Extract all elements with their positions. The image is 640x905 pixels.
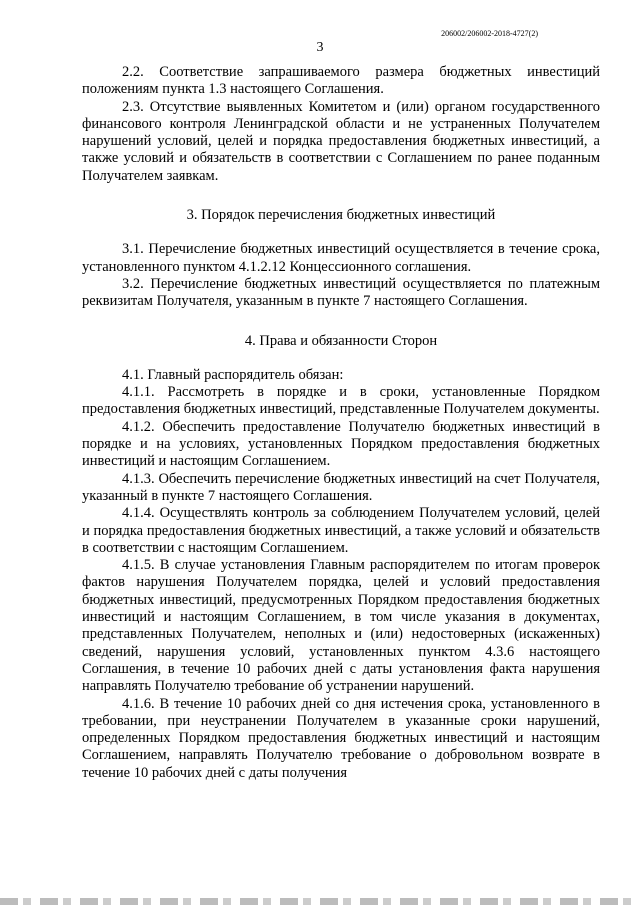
paragraph-2-3: 2.3. Отсутствие выявленных Комитетом и (или) органом государственного финансового контроля Ленинградской области и не устраненных Получателем нарушений условий, целей и порядка предоставления бюджетных инвестиций, а также условий и обязательств в соответствии с Соглашением по ранее поданным Получателем заявкам. [82, 98, 600, 184]
paragraph-4-1-1: 4.1.1. Рассмотреть в порядке и в сроки, установленные Порядком предоставления бюджетных инвестиций, представленные Получателем документы. [82, 384, 600, 418]
page-number: 3 [316, 40, 324, 55]
paragraph-4-1-6: 4.1.6. В течение 10 рабочих дней со дня истечения срока, установленного в требовании, при неустранении Получателем в указанные сроки нарушений, определенных Порядком предоставления бюджетных инвестиций и настоящим Соглашением, направлять Получателю требование о добровольном возврате в течение 10 рабочих дней с даты получения [82, 695, 600, 781]
paragraph-4-1-3: 4.1.3. Обеспечить перечисление бюджетных инвестиций на счет Получателя, указанный в пункте 7 настоящего Соглашения. [82, 470, 600, 504]
paragraph-4-1: 4.1. Главный распорядитель обязан: [122, 366, 344, 383]
paragraph-3-1: 3.1. Перечисление бюджетных инвестиций осуществляется в течение срока, установленного пунктом 4.1.2.12 Концессионного соглашения. [82, 241, 600, 275]
section-heading-3: 3. Порядок перечисления бюджетных инвестиций [186, 207, 496, 224]
paragraph-2-2: 2.2. Соответствие запрашиваемого размера бюджетных инвестиций положениям пункта 1.3 настоящего Соглашения. [82, 64, 600, 98]
scan-footer-strip [0, 898, 640, 905]
document-body [82, 64, 600, 782]
paragraph-4-1-5: 4.1.5. В случае установления Главным распорядителем по итогам проверок фактов нарушения Получателем порядка, целей и условий предоставления бюджетных инвестиций, предусмотренных Порядком предоставления бюджетных инвестиций и настоящим Соглашением, в том числе указания в документах, представленных Получателем, неполных и (или) недостоверных (искаженных) сведений, нарушения условий, установленных пунктом 4.3.6 настоящего Соглашения, в течение 10 рабочих дней с даты установления факта нарушения направлять Получателю требование об устранении нарушений. [82, 557, 600, 695]
section-heading-4: 4. Права и обязанности Сторон [244, 332, 438, 349]
paragraph-3-2: 3.2. Перечисление бюджетных инвестиций осуществляется по платежным реквизитам Получателя, указанным в пункте 7 настоящего Соглашения. [82, 275, 600, 310]
document-code: 206002/206002-2018-4727(2) [441, 29, 538, 38]
paragraph-4-1-4: 4.1.4. Осуществлять контроль за соблюдением Получателем условий, целей и порядка предоставления бюджетных инвестиций, а также условий и обязательств в соответствии с настоящим Соглашением. [82, 505, 600, 556]
paragraph-4-1-2: 4.1.2. Обеспечить предоставление Получателю бюджетных инвестиций в порядке и на условиях, установленных Порядком предоставления бюджетных инвестиций и настоящим Соглашением. [82, 418, 600, 470]
